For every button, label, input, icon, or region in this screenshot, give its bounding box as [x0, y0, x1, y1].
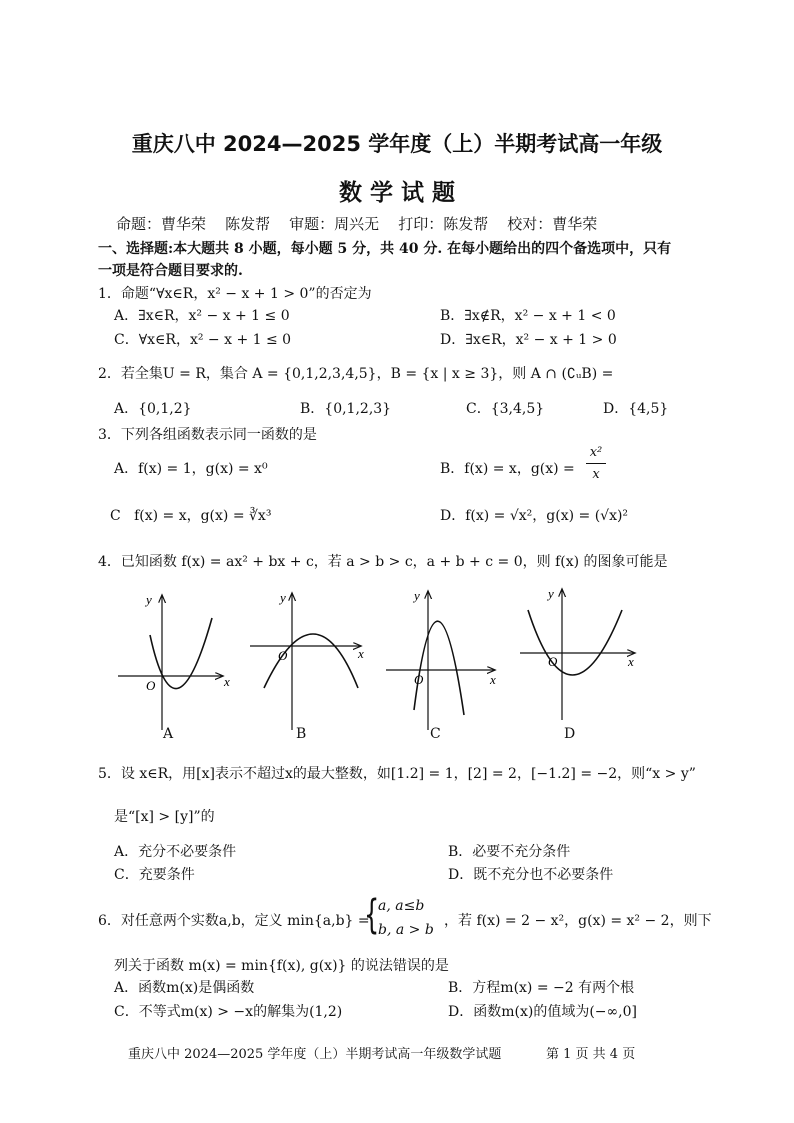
graph-d-label: D	[564, 726, 576, 742]
graph-c-curve	[414, 621, 464, 715]
graph-d-curve	[528, 610, 622, 675]
q5-option-c: C．充要条件	[114, 867, 195, 883]
graph-a-curve	[150, 618, 212, 689]
graph-c-origin: O	[414, 672, 424, 687]
q5-option-d: D．既不充分也不必要条件	[448, 867, 614, 883]
q2-option-a: A．{0,1,2}	[114, 401, 192, 417]
page-number: 第 1 页 共 4 页	[546, 1047, 636, 1062]
q6-option-d: D．函数m(x)的值域为(−∞,0]	[448, 1004, 637, 1020]
graph-a-y-label: y	[146, 592, 152, 607]
q2-stem: 2．若全集U = R，集合 A = {0,1,2,3,4,5}，B = {x | x ≥ 3}，则 A ∩ (∁ᵤB) =	[98, 366, 614, 382]
graph-a	[118, 592, 230, 730]
graph-a-x-label: x	[224, 674, 230, 689]
q1-stem: 1．命题“∀x∈R，x² − x + 1 > 0”的否定为	[98, 286, 372, 302]
q5-option-b: B．必要不充分条件	[448, 844, 571, 860]
q2-option-d: D．{4,5}	[603, 401, 669, 417]
q5-stem: 5．设 x∈R，用[x]表示不超过x的最大整数，如[1.2] = 1，[2] = 2，[−1.2] = −2，则“x > y”	[98, 766, 696, 782]
q3-option-a: A．f(x) = 1，g(x) = x⁰	[114, 461, 268, 477]
q6-stem-post: ，若 f(x) = 2 − x²，g(x) = x² − 2，则下	[444, 913, 712, 929]
graph-d-x-label: x	[628, 654, 634, 669]
q5-stem-line2: 是“[x] > [y]”的	[114, 809, 215, 825]
graph-d-origin: O	[548, 654, 558, 669]
graph-a-label: A	[163, 726, 174, 742]
graph-c-label: C	[430, 726, 441, 742]
graph-c-y-label: y	[414, 588, 420, 603]
graph-c	[386, 588, 496, 730]
graph-d-y-label: y	[548, 586, 554, 601]
q6-case2: b, a > b	[378, 922, 434, 938]
graph-d	[520, 586, 634, 720]
q6-stem: 6．对任意两个实数a,b，定义 min{a,b} =	[98, 913, 370, 929]
q6-stem-line2: 列关于函数 m(x) = min{f(x), g(x)} 的说法错误的是	[114, 958, 449, 974]
q6-case1: a, a≤b	[378, 898, 425, 914]
q2-option-b: B．{0,1,2,3}	[300, 401, 392, 417]
q3-option-b-numerator: x²	[589, 445, 603, 460]
q1-option-a: A．∃x∈R，x² − x + 1 ≤ 0	[114, 308, 290, 324]
q3-option-d: D．f(x) = √x²，g(x) = (√x)²	[440, 508, 629, 524]
q3-option-b-denominator: x	[592, 467, 600, 482]
q6-option-b: B．方程m(x) = −2 有两个根	[448, 980, 635, 996]
q5-option-a: A．充分不必要条件	[114, 844, 237, 860]
graph-b	[250, 590, 364, 730]
exam-title: 重庆八中 2024—2025 学年度（上）半期考试高一年级	[131, 132, 663, 156]
footer-title: 重庆八中 2024—2025 学年度（上）半期考试高一年级数学试题	[128, 1047, 502, 1062]
q3-fraction-bar	[586, 463, 606, 464]
section1-line1: 一、选择题:本大题共 8 小题，每小题 5 分，共 40 分. 在每小题给出的四个备选项中，只有	[98, 241, 672, 257]
graph-c-x-label: x	[490, 672, 496, 687]
q2-option-c: C．{3,4,5}	[466, 401, 545, 417]
q1-option-d: D．∃x∈R，x² − x + 1 > 0	[440, 332, 617, 348]
graph-b-y-label: y	[280, 590, 286, 605]
graph-b-x-label: x	[358, 646, 364, 661]
exam-subtitle: 数 学 试 题	[338, 180, 456, 206]
section1-line2: 一项是符合题目要求的.	[98, 263, 243, 279]
q3-option-c: C f(x) = x，g(x) = ∛x³	[110, 508, 272, 524]
q6-option-a: A．函数m(x)是偶函数	[114, 980, 255, 996]
q6-brace: {	[364, 892, 380, 938]
q1-option-c: C．∀x∈R，x² − x + 1 ≤ 0	[114, 332, 292, 348]
q3-stem: 3．下列各组函数表示同一函数的是	[98, 427, 317, 443]
q6-option-c: C．不等式m(x) > −x的解集为(1,2)	[114, 1004, 343, 1020]
graph-a-origin: O	[146, 678, 156, 693]
q4-graphs	[0, 580, 794, 750]
graph-b-origin: O	[278, 648, 288, 663]
q1-option-b: B．∃x∉R，x² − x + 1 < 0	[440, 308, 616, 324]
q4-stem: 4．已知函数 f(x) = ax² + bx + c，若 a > b > c，a + b + c = 0，则 f(x) 的图象可能是	[98, 554, 668, 570]
q3-option-b-prefix: B．f(x) = x，g(x) =	[440, 461, 575, 477]
graph-b-label: B	[296, 726, 307, 742]
staff-line: 命题：曹华荣 陈发帮 审题：周兴无 打印：陈发帮 校对：曹华荣	[116, 215, 598, 233]
